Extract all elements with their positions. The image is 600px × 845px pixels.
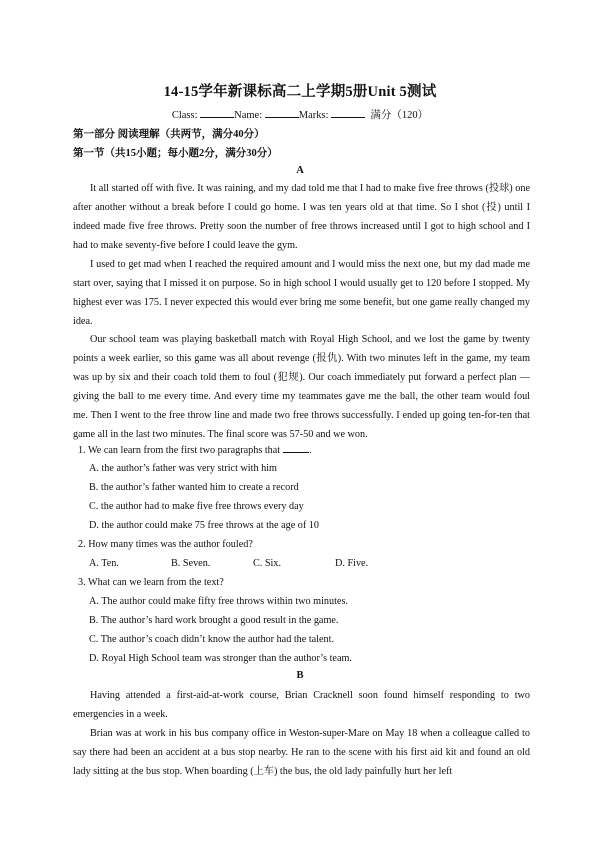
passage-a-paragraph-3 bbox=[73, 330, 530, 444]
question-1-option-c[interactable]: C. the author had to make five free throws every day bbox=[89, 501, 304, 512]
section1-heading: 第一节（共15小题；每小题2分，满分30分） bbox=[73, 148, 278, 159]
question-2-option-a[interactable]: A. Ten. bbox=[89, 558, 119, 569]
question-3-option-a[interactable]: A. The author could make fifty free throws within two minutes. bbox=[89, 596, 348, 607]
passage-b-paragraph-2-text: Brian was at work in his bus company office in Weston-super-Mare on May 18 when a colleague called to say there had been an accident at a bus stop nearby. He ran to the scene with his first aid kit and found an old lady sitting at the bus stop. When boarding (上车) the bus, the old lady painfully hurt her left bbox=[73, 728, 530, 777]
question-1-option-a[interactable]: A. the author’s father was very strict with him bbox=[89, 463, 277, 474]
student-info-line bbox=[0, 107, 600, 122]
question-2-option-c[interactable]: C. Six. bbox=[253, 558, 282, 569]
name-label: Name: bbox=[234, 110, 263, 121]
passage-a-paragraph-1 bbox=[73, 179, 530, 255]
question-1-stem: 1. We can learn from the first two paragraphs that bbox=[78, 445, 281, 456]
question-1-option-d[interactable]: D. the author could make 75 free throws at the age of 10 bbox=[89, 520, 319, 531]
question-3-option-c[interactable]: C. The author’s coach didn’t know the author had the talent. bbox=[89, 634, 335, 645]
question-1 bbox=[78, 444, 312, 456]
passage-a-paragraph-3-text: Our school team was playing basketball match with Royal High School, and we lost the game by twenty points a week earlier, so this game was all about revenge (报仇). With two minutes left in the game, my team was up by six and their coach told them to foul (犯规). Our coach immediately put forward a perfect plan — giving the ball to me every time. And every time my teammates gave me the ball, the other team would foul me. Then I went to the free throw line and made two free throws successfully. I ended up going ten-for-ten that game all in the last two minutes. The final score was 57-50 and we won. bbox=[73, 334, 530, 440]
question-1-option-b[interactable]: B. the author’s father wanted him to create a record bbox=[89, 482, 299, 493]
passage-a-label: A bbox=[296, 165, 304, 176]
question-2-option-d[interactable]: D. Five. bbox=[335, 558, 369, 569]
question-1-answer-blank[interactable] bbox=[283, 444, 309, 453]
passage-a-paragraph-2 bbox=[73, 255, 530, 331]
class-label: Class: bbox=[171, 110, 198, 121]
part1-heading: 第一部分 阅读理解（共两节，满分40分） bbox=[73, 129, 265, 140]
question-3-option-b[interactable]: B. The author’s hard work brought a good result in the game. bbox=[89, 615, 339, 626]
question-2-option-b[interactable]: B. Seven. bbox=[171, 558, 211, 569]
question-1-stem-end: . bbox=[309, 445, 312, 456]
question-2-options bbox=[89, 558, 419, 569]
question-3-option-d[interactable]: D. Royal High School team was stronger than the author’s team. bbox=[89, 653, 352, 664]
page-title: 14-15学年新课标高二上学期5册Unit 5测试 bbox=[163, 84, 437, 100]
passage-a-paragraph-1-text: It all started off with five. It was raining, and my dad told me that I had to make five free throws (投球) one after another without a break before I could go home. I was ten years old at that time. So I shot (投) until I indeed made five free throws. Pretty soon the number of free throws increased until I got to high school and I had to make seventy-five before I could leave the gym. bbox=[73, 183, 530, 251]
question-2: 2. How many times was the author fouled? bbox=[78, 539, 253, 550]
question-3: 3. What can we learn from the text? bbox=[78, 577, 224, 588]
class-blank[interactable] bbox=[200, 108, 234, 118]
passage-b-paragraph-1 bbox=[73, 686, 530, 724]
name-blank[interactable] bbox=[265, 108, 299, 118]
full-marks: 满分（120） bbox=[370, 110, 429, 121]
marks-label: Marks: bbox=[298, 110, 329, 121]
passage-b-paragraph-1-text: Having attended a first-aid-at-work course, Brian Cracknell soon found himself responding to two emergencies in a week. bbox=[73, 690, 530, 720]
passage-b-label: B bbox=[296, 670, 304, 681]
passage-a-paragraph-2-text: I used to get mad when I reached the required amount and I would miss the next one, but my dad made me start over, saying that I missed it on purpose. So in high school I would usually get to 120 before I stopped. My highest ever was 175. I never expected this would ever bring me some benefit, but one game really changed my idea. bbox=[73, 259, 530, 327]
marks-blank[interactable] bbox=[331, 108, 365, 118]
passage-b-paragraph-2 bbox=[73, 724, 530, 819]
